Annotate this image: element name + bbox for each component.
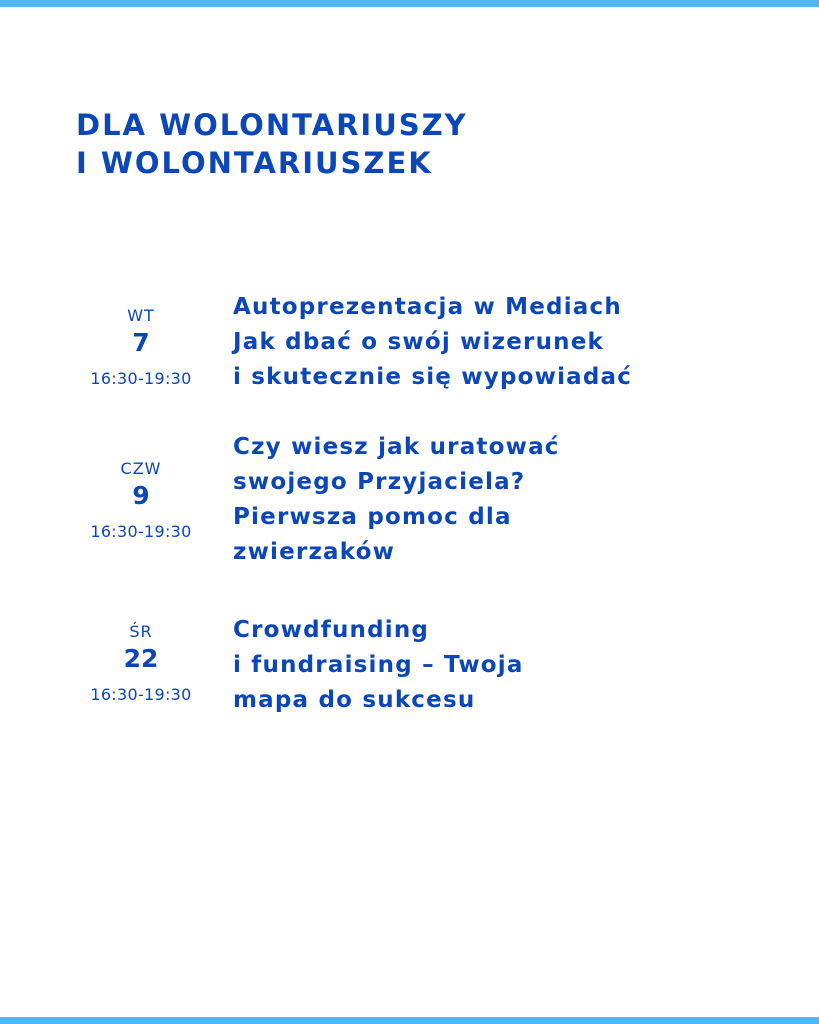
event-day-number: 7 [132,328,150,357]
event-title-line: Autoprezentacja w Mediach [233,294,622,320]
event-weekday: WT [127,306,155,325]
bottom-accent-bar [0,1017,819,1024]
event-date-block [80,622,202,705]
event-day-number: 22 [123,644,159,673]
event-time: 16:30-19:30 [90,369,192,388]
event-title-line: i fundraising – Twoja [233,652,524,678]
event-date-block [80,459,202,542]
heading-line-2: I WOLONTARIUSZEK [76,146,433,180]
event-title-line: zwierzaków [233,539,396,565]
event-title-line: Crowdfunding [233,617,430,643]
event-weekday: ŚR [129,622,153,641]
event-weekday: CZW [120,459,162,478]
event-title [233,613,803,718]
event-time: 16:30-19:30 [90,685,192,704]
event-date-block [80,306,202,389]
event-title-line: Jak dbać o swój wizerunek [233,329,605,355]
event-title-line: mapa do sukcesu [233,687,476,713]
top-accent-bar [0,0,819,7]
event-title-line: Czy wiesz jak uratować [233,434,560,460]
event-title [233,290,803,395]
event-title-line: swojego Przyjaciela? [233,469,526,495]
event-title [233,430,803,570]
page-heading [76,106,468,182]
event-time: 16:30-19:30 [90,522,192,541]
heading-line-1: DLA WOLONTARIUSZY [76,108,468,142]
event-title-line: Pierwsza pomoc dla [233,504,512,530]
event-title-line: i skutecznie się wypowiadać [233,364,633,390]
event-day-number: 9 [132,481,150,510]
